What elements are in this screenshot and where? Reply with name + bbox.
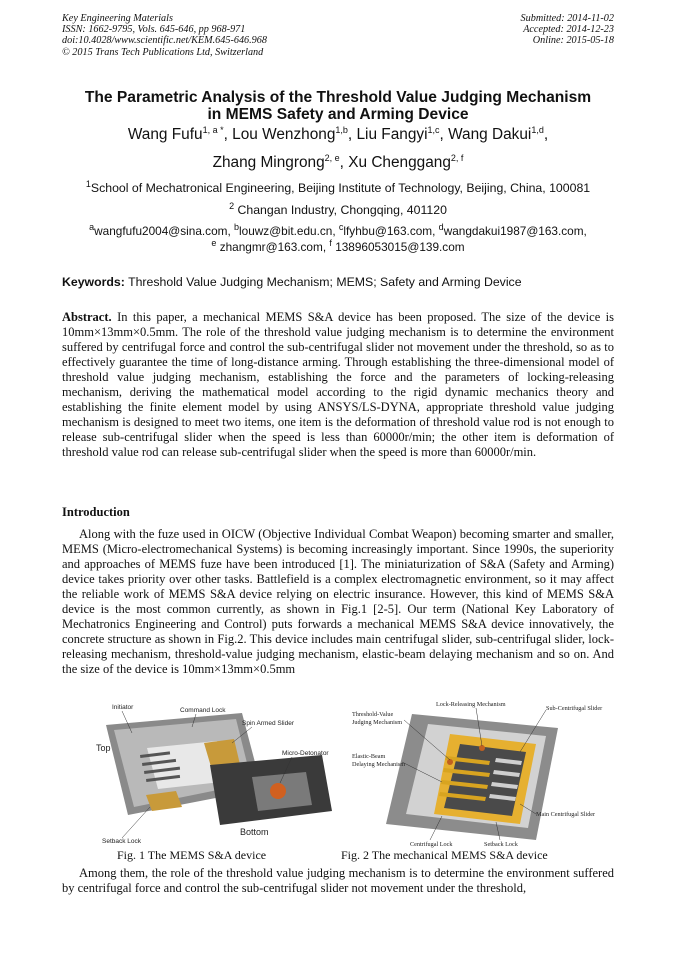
- title-line-1: The Parametric Analysis of the Threshold Value Judging Mechanism: [84, 89, 592, 106]
- affiliation-text: Changan Industry, Chongqing, 401120: [237, 203, 447, 217]
- email-link[interactable]: lfyhbu@163.com,: [343, 224, 436, 238]
- label-lock-releasing: Lock-Releasing Mechanism: [436, 701, 506, 708]
- author-sup: 2, f: [450, 152, 464, 163]
- label-threshold-2: Judging Mechanism: [352, 719, 403, 726]
- affiliation-text: School of Mechatronical Engineering, Beijing Institute of Technology, Beijing, China, 100081: [90, 181, 591, 195]
- email-link[interactable]: 13896053015@139.com: [335, 240, 465, 254]
- online-date: Online: 2015-05-18: [532, 35, 614, 47]
- introduction-heading: Introduction: [62, 505, 130, 519]
- journal-name: Key Engineering Materials: [62, 13, 173, 24]
- figure-1-image: [92, 703, 338, 845]
- title-line-2: in MEMS Safety and Arming Device: [207, 106, 469, 123]
- issn-line: ISSN: 1662-9795, Vols. 645-646, pp 968-971: [62, 24, 246, 36]
- email-line-2: [62, 240, 614, 254]
- label-centrifugal-lock: Centrifugal Lock: [410, 841, 453, 848]
- label-elastic-2: Delaying Mechanism: [352, 761, 406, 768]
- email-link[interactable]: wangdakui1987@163.com,: [443, 224, 587, 238]
- paper-title: [62, 89, 614, 123]
- abstract: [62, 310, 614, 460]
- keywords-label: Keywords:: [62, 275, 125, 289]
- email-line-1: [62, 224, 614, 238]
- abstract-text: In this paper, a mechanical MEMS S&A device has been proposed. The size of the device is 10mm×13mm×0.5mm. The role of the threshold value judging mechanism is to determine the environment suffered by centrifugal force and control the sub-centrifugal slider not movement under the threshold, so as to effectively guarantee the time of long-distance arming. Through establishing the three-dimensional model of threshold value judging mechanism, establishing the force and the parameters of locking-releasing mechanism, deriving the mathematical model according to the rigid dynamic mechanics theory and establishing the finite element model by using ANSYS/LS-DYNA, appropriate threshold value judging mechanism is designed to meet two items, one item is the deformation of threshold value rod is not enough to release sub-centrifugal slider when the speed is less than 60000r/min; the other item is deformation of threshold value rod can release sub-centrifugal slider when the speed is more than 60000r/min.: [62, 310, 615, 459]
- label-setback-lock: Setback Lock: [484, 841, 518, 848]
- figure-2-image: [350, 700, 610, 848]
- affiliation-sup: 1: [85, 178, 91, 189]
- author-name: Zhang Mingrong: [212, 154, 325, 171]
- author-name: Xu Chenggang: [348, 154, 451, 171]
- label-command-lock: Command Lock: [180, 707, 226, 714]
- email-link[interactable]: zhangmr@163.com,: [219, 240, 327, 254]
- author-name: Wang Dakui: [448, 126, 532, 143]
- accepted-date: Accepted: 2014-12-23: [523, 24, 614, 36]
- email-sup: d: [438, 222, 444, 233]
- email-link[interactable]: louwz@bit.edu.cn,: [239, 224, 336, 238]
- author-name: Liu Fangyi: [356, 126, 428, 143]
- author-sup: 1,b: [335, 124, 348, 135]
- label-bottom: Bottom: [240, 827, 269, 837]
- journal-header: [62, 13, 267, 58]
- email-sup: a: [89, 222, 95, 233]
- label-top: Top: [96, 743, 111, 753]
- affiliation-2: [62, 200, 614, 217]
- submitted-date: Submitted: 2014-11-02: [520, 13, 614, 24]
- figure-2-caption: Fig. 2 The mechanical MEMS S&A device: [341, 848, 548, 862]
- label-elastic-1: Elastic-Beam: [352, 753, 386, 760]
- keywords-text: Threshold Value Judging Mechanism; MEMS; Safety and Arming Device: [128, 275, 522, 289]
- affiliation-sup: 2: [229, 200, 235, 211]
- label-spin-armed-slider: Spin Armed Slider: [242, 720, 295, 727]
- author-line-2: Zhang Mingrong$^{2, e}$, Xu Chenggang$^{2, f}$: [212, 152, 464, 171]
- affiliation-1: [62, 178, 614, 195]
- email-sup: e: [211, 238, 217, 249]
- label-micro-detonator: Micro-Detonator: [282, 750, 329, 757]
- micro-detonator-dot: [270, 783, 286, 799]
- doi-line: doi:10.4028/www.scientific.net/KEM.645-646.968: [62, 35, 267, 47]
- email-sup: f: [329, 238, 332, 249]
- figure-1-caption: Fig. 1 The MEMS S&A device: [117, 848, 267, 862]
- introduction-paragraph-2: Among them, the role of the threshold value judging mechanism is to determine the environment suffered by centrifugal force and control the sub-centrifugal slider not movement under the threshold,: [62, 866, 614, 895]
- author-sup: 1,d: [531, 124, 544, 135]
- abstract-label: Abstract.: [62, 310, 112, 324]
- email-link[interactable]: wangfufu2004@sina.com,: [94, 224, 231, 238]
- keywords: [62, 275, 614, 289]
- email-sup: b: [234, 222, 240, 233]
- author-name: Lou Wenzhong: [232, 126, 336, 143]
- label-initiator: Initiator: [112, 704, 134, 711]
- copyright-line: © 2015 Trans Tech Publications Ltd, Switzerland: [62, 46, 264, 58]
- label-main-centrifugal: Main Centrifugal Slider: [536, 811, 596, 818]
- author-sup: 1, a *: [202, 124, 224, 135]
- introduction-paragraph-1: Along with the fuze used in OICW (Objective Individual Combat Weapon) becoming smarter and smaller, MEMS (Micro-electromechanical Systems) is becoming increasingly important. Since 1990s, the superiority and approaches of MEMS fuze have been introduced [1]. The miniaturization of S&A (Safety and Arming) device takes priority over other tasks. Battlefield is a complex electromagnetic environment, so it may affect the reliable work of MEMS S&A device relying on electric insurance. However, this kind of MEMS S&A device is the most common currently, as shown in Fig.1 [2-5]. Our term (National Key Laboratory of Mechatronics Engineering and Control) puts forwards a mechanical MEMS S&A device innovatively, the concrete structure as shown in Fig.2. This device includes main centrifugal slider, sub-centrifugal slider, lock-releasing mechanism, threshold-value judging mechanism, elastic-beam delaying mechanism and so on. And the size of the device is 10mm×13mm×0.5mm: [62, 527, 614, 676]
- author-line-1: Wang Fufu$^{1, a *}$, Lou Wenzhong$^{1,b}$, Liu Fangyi$^{1,c}$, Wang Dakui$^{1,d}$,: [127, 124, 549, 143]
- author-name: Wang Fufu: [127, 126, 203, 143]
- label-threshold-1: Threshold-Value: [352, 711, 394, 718]
- author-sup: 2, e: [324, 152, 340, 163]
- label-setback-lock: Setback Lock: [102, 838, 142, 845]
- email-sup: c: [338, 222, 344, 233]
- author-sup: 1,c: [427, 124, 440, 135]
- dates-header: [521, 13, 614, 47]
- label-sub-centrifugal: Sub-Centrifugal Slider: [546, 705, 603, 712]
